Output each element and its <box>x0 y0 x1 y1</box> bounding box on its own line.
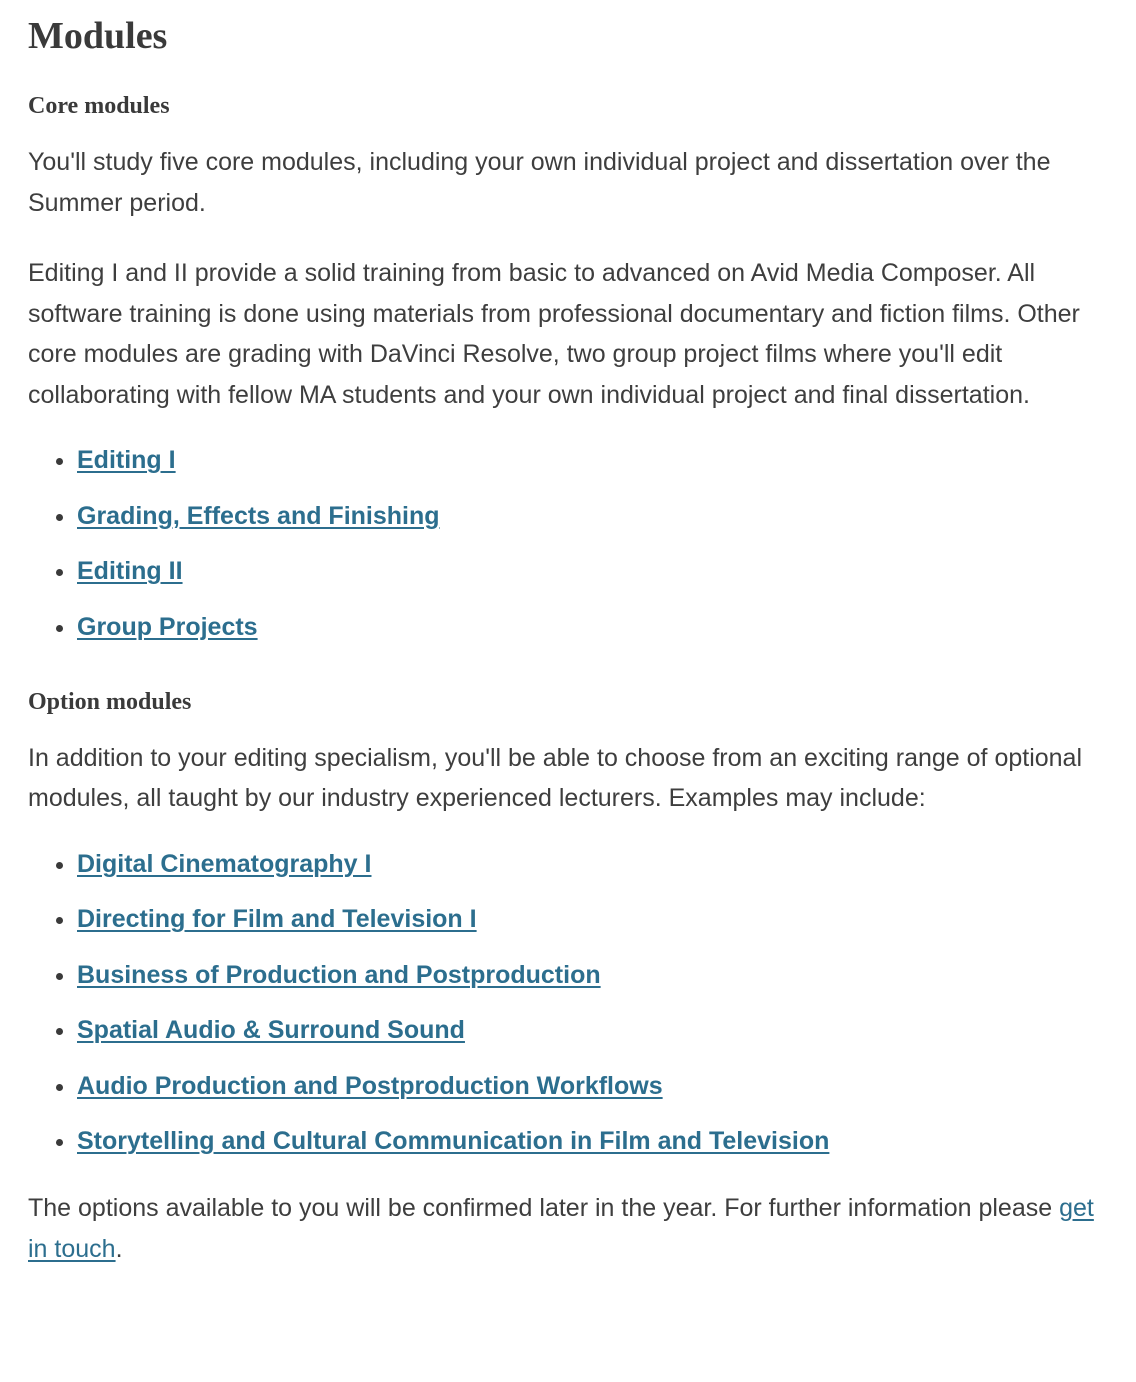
core-modules-intro: You'll study five core modules, including your own individual project and dissertation over the Summer period. <box>28 148 1051 217</box>
list-item <box>77 849 1108 879</box>
footer-note <box>28 1188 1108 1269</box>
module-link-spatial-audio-surround-sound[interactable]: Spatial Audio & Surround Sound <box>77 1016 465 1044</box>
module-link-directing-film-tv-i[interactable]: Directing for Film and Television I <box>77 905 477 933</box>
list-item <box>77 960 1108 990</box>
get-in-touch-link[interactable]: get in touch <box>28 1194 1094 1263</box>
list-item <box>77 1126 1108 1156</box>
module-link-group-projects[interactable]: Group Projects <box>77 612 258 641</box>
option-modules-heading: Option modules <box>28 688 192 715</box>
list-item <box>77 612 1108 642</box>
core-modules-list <box>28 445 1108 642</box>
page-title: Modules <box>28 15 168 57</box>
list-item <box>77 1071 1108 1101</box>
option-modules-list <box>28 849 1108 1157</box>
module-link-digital-cinematography-i[interactable]: Digital Cinematography I <box>77 849 372 878</box>
module-link-editing-ii[interactable]: Editing II <box>77 557 183 585</box>
footer-note-period: . <box>115 1234 123 1263</box>
footer-note-text: The options available to you will be confirmed later in the year. For further information please <box>28 1194 1060 1222</box>
module-link-audio-production-workflows[interactable]: Audio Production and Postproduction Workflows <box>77 1071 663 1100</box>
module-link-editing-i[interactable]: Editing I <box>77 446 176 474</box>
core-modules-description: Editing I and II provide a solid training from basic to advanced on Avid Media Composer. All software training is done using materials from professional documentary and fiction films. Other core modules are grading with DaVinci Resolve, two group project films where you'll edit collaborating with fellow MA students and your own individual project and final dissertation. <box>28 259 1080 409</box>
list-item <box>77 1015 1108 1045</box>
module-link-grading-effects-finishing[interactable]: Grading, Effects and Finishing <box>77 501 440 530</box>
list-item <box>77 501 1108 531</box>
list-item <box>77 445 1108 475</box>
option-modules-intro: In addition to your editing specialism, you'll be able to choose from an exciting range of optional modules, all taught by our industry experienced lecturers. Examples may include: <box>28 743 1083 812</box>
module-link-storytelling-cultural-communication[interactable]: Storytelling and Cultural Communication in Film and Television <box>77 1127 830 1155</box>
list-item <box>77 556 1108 586</box>
core-modules-heading: Core modules <box>28 93 170 119</box>
module-link-business-production-postproduction[interactable]: Business of Production and Postproduction <box>77 960 601 989</box>
list-item <box>77 904 1108 934</box>
